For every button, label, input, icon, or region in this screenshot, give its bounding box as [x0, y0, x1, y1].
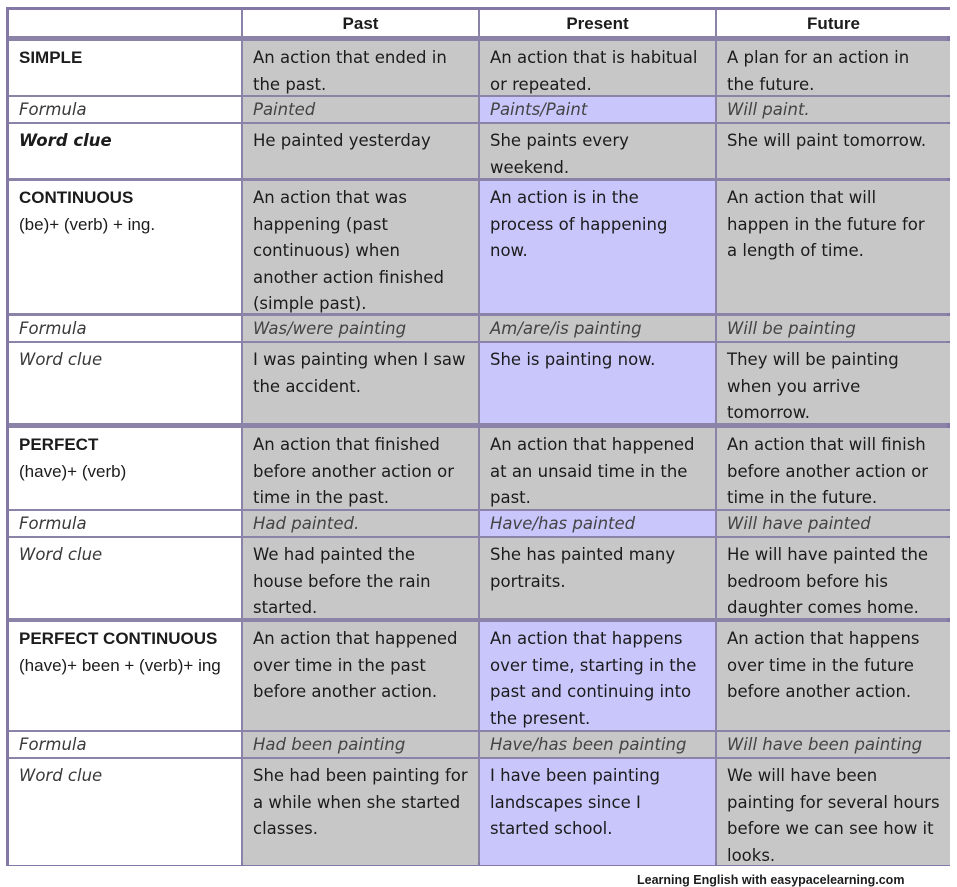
formula-label: Formula	[9, 732, 241, 757]
word-clue-past: I was painting when I saw the accident.	[243, 343, 478, 423]
word-clue-future: They will be painting when you arrive tomorrow.	[717, 343, 950, 423]
tense-label	[9, 41, 241, 95]
formula-future: Will be painting	[717, 316, 950, 341]
description-future: An action that will finish before another action or time in the future.	[717, 428, 950, 509]
formula-past: Had been painting	[243, 732, 478, 757]
tense-label	[9, 181, 241, 313]
word-clue-past: We had painted the house before the rain started.	[243, 538, 478, 618]
footer-credit: Learning English with easypacelearning.com	[637, 873, 905, 887]
formula-label: Formula	[9, 316, 241, 341]
word-clue-past: He painted yesterday	[243, 124, 478, 178]
description-present: An action that happened at an unsaid time in the past.	[480, 428, 715, 509]
formula-past: Was/were painting	[243, 316, 478, 341]
word-clue-label: Word clue	[9, 759, 241, 865]
word-clue-future: He will have painted the bedroom before his daughter comes home.	[717, 538, 950, 618]
word-clue-label: Word clue	[9, 343, 241, 423]
description-present: An action that happens over time, starting in the past and continuing into the present.	[480, 622, 715, 730]
description-present: An action is in the process of happening now.	[480, 181, 715, 313]
formula-label: Formula	[9, 511, 241, 536]
tense-structure: (have)+ been + (verb)+ ing	[19, 655, 221, 675]
description-past: An action that ended in the past.	[243, 41, 478, 95]
formula-present: Have/has painted	[480, 511, 715, 536]
formula-label: Formula	[9, 97, 241, 122]
formula-future: Will have been painting	[717, 732, 950, 757]
header-past: Past	[243, 10, 478, 36]
description-present: An action that is habitual or repeated.	[480, 41, 715, 95]
tense-label	[9, 622, 241, 730]
tense-label	[9, 428, 241, 509]
description-past: An action that was happening (past continuous) when another action finished (simple past).	[243, 181, 478, 313]
word-clue-present: I have been painting landscapes since I started school.	[480, 759, 715, 865]
formula-future: Will paint.	[717, 97, 950, 122]
formula-past: Had painted.	[243, 511, 478, 536]
formula-present: Have/has been painting	[480, 732, 715, 757]
word-clue-present: She paints every weekend.	[480, 124, 715, 178]
word-clue-present: She is painting now.	[480, 343, 715, 423]
word-clue-label: Word clue	[9, 124, 241, 178]
formula-present: Paints/Paint	[480, 97, 715, 122]
word-clue-past: She had been painting for a while when she started classes.	[243, 759, 478, 865]
header-future: Future	[717, 10, 950, 36]
tense-table	[6, 7, 950, 866]
tense-structure: (have)+ (verb)	[19, 461, 127, 481]
tense-name: SIMPLE	[19, 48, 83, 67]
tense-name: PERFECT CONTINUOUS	[19, 629, 218, 648]
word-clue-present: She has painted many portraits.	[480, 538, 715, 618]
description-future: An action that will happen in the future for a length of time.	[717, 181, 950, 313]
word-clue-label: Word clue	[9, 538, 241, 618]
word-clue-future: She will paint tomorrow.	[717, 124, 950, 178]
header-present: Present	[480, 10, 715, 36]
word-clue-future: We will have been painting for several hours before we can see how it looks.	[717, 759, 950, 865]
tense-structure: (be)+ (verb) + ing.	[19, 214, 156, 234]
header-blank	[9, 10, 241, 36]
tense-name: PERFECT	[19, 435, 99, 454]
formula-future: Will have painted	[717, 511, 950, 536]
description-future: A plan for an action in the future.	[717, 41, 950, 95]
description-past: An action that finished before another action or time in the past.	[243, 428, 478, 509]
formula-past: Painted	[243, 97, 478, 122]
tense-name: CONTINUOUS	[19, 188, 134, 207]
formula-present: Am/are/is painting	[480, 316, 715, 341]
description-future: An action that happens over time in the future before another action.	[717, 622, 950, 730]
description-past: An action that happened over time in the past before another action.	[243, 622, 478, 730]
